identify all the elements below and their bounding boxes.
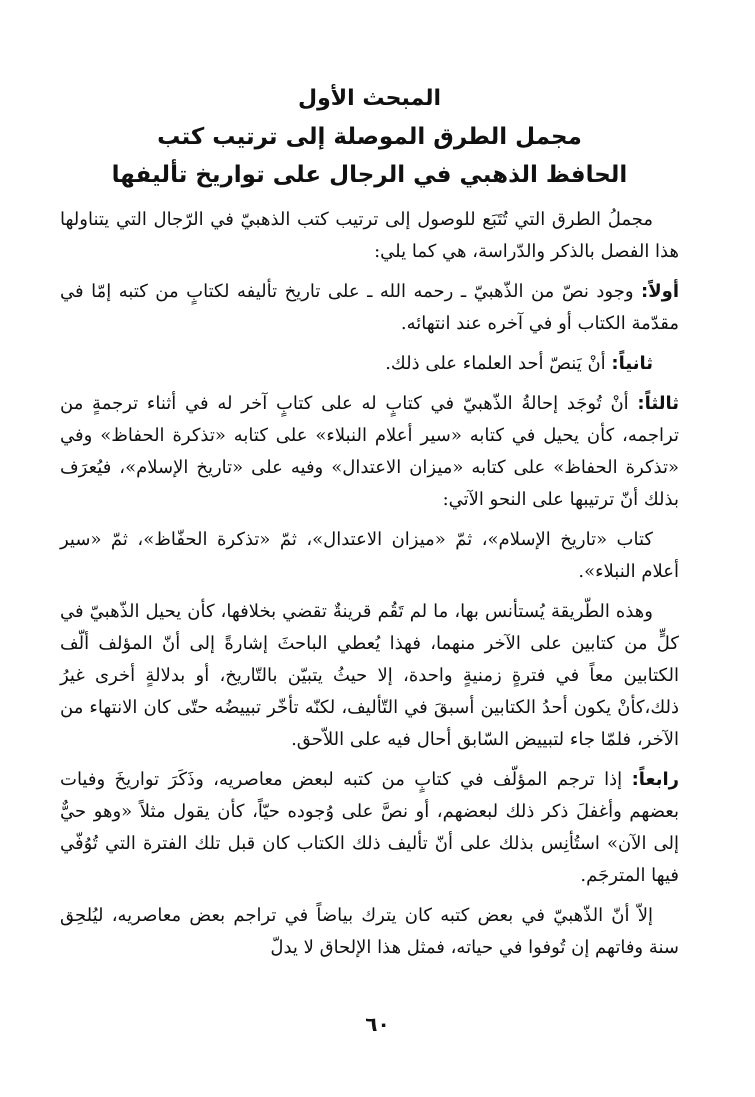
heading-line-3: الحافظ الذهبي في الرجال على تواريخ تأليفها [111, 162, 628, 188]
paragraph-third-lead: ثالثاً: [637, 393, 679, 414]
paragraph-fourth-text: إذا ترجم المؤلّف في كتابٍ من كتبه لبعض معاصريه، وذَكَرَ تواريخَ وفيات بعضهم وأغفلَ ذكر ذلك لبعضهم، أو نصَّ على وُجوده حيّاً، كأن يقول مثلاً «وهو حيٌّ إلى الآن» استُأنِس بذلك على أنّ تأليف ذلك الكتاب كان قبل تلك الفترة التي تُوُفّي فيها المترجَم. [60, 769, 679, 886]
last-paragraph: إلاّ أنّ الذّهبيّ في بعض كتبه كان يترك بياضاً في تراجم بعض معاصريه، ليُلحِق سنة وفاتهم إن تُوفوا في حياته، فمثل هذا الإلحاق لا يدلّ [60, 905, 679, 958]
heading-line-1: المبحث الأول [297, 86, 442, 111]
paragraph-third-text: أنْ تُوجَد إحالةُ الذّهبيّ في كتابٍ له على كتابٍ آخر له في أثناء ترجمةٍ من تراجمه، كأن يحيل في كتابه «سير أعلام النبلاء» على كتابه «تذكرة الحفاظ» وفي «تذكرة الحفاظ» على كتابه «ميزان الاعتدال» وفيه على «تاريخ الإسلام»، فيُعرَف بذلك أنّ ترتيبها على النحو الآتي: [60, 393, 679, 510]
chapter-heading [60, 80, 679, 194]
paragraph-first-lead: أولاً: [641, 281, 679, 302]
body-text [60, 204, 679, 964]
order-paragraph: كتاب «تاريخ الإسلام»، ثمّ «ميزان الاعتدال»، ثمّ «تذكرة الحفّاظ»، ثمّ «سير أعلام النبلاء». [60, 529, 679, 582]
paragraph-first [60, 276, 679, 340]
paragraph-second-text: أنْ يَنصّ أحد العلماء على ذلك. [385, 353, 612, 374]
paragraph-second-lead: ثانياً: [611, 353, 653, 374]
paragraph-fourth-lead: رابعاً: [631, 769, 679, 790]
paragraph-third [60, 388, 679, 516]
method-paragraph: وهذه الطّريقة يُستأنس بها، ما لم تَقُم قرينةٌ تقضي بخلافها، كأن يحيل الذّهبيّ في كلٍّ من كتابين على الآخر منهما، فهذا يُعطي الباحثَ إشارةً إلى أنّ المؤلف ألّف الكتابين معاً في فترةٍ زمنيةٍ واحدة، إلا حيثُ يتبيّن بالتّاريخ، أو بدلالةٍ أخرى غيرُ ذلك،كأنْ يكون أحدُ الكتابين أسبقَ في التّأليف، لكنّه تأخّر تبييضُه حتّى كان الانتهاء من الآخر، فلمّا جاء لتبييض السّابق أحال فيه على اللاّحق. [60, 601, 679, 750]
intro-paragraph: مجملُ الطرق التي تُتَبَع للوصول إلى ترتيب كتب الذهبيّ في الرّجال التي يتناولها هذا الفصل بالذكر والدّراسة، هي كما يلي: [60, 209, 679, 262]
paragraph-second [60, 348, 679, 380]
paragraph-fourth [60, 764, 679, 892]
paragraph-first-text: وجود نصّ من الذّهبيّ ـ رحمه الله ـ على تاريخ تأليفه لكتابٍ من كتبه إمّا في مقدّمة الكتاب أو في آخره عند انتهائه. [60, 281, 679, 334]
page-number: ٦٠ [365, 1012, 390, 1036]
heading-line-2: مجمل الطرق الموصلة إلى ترتيب كتب [157, 124, 582, 150]
